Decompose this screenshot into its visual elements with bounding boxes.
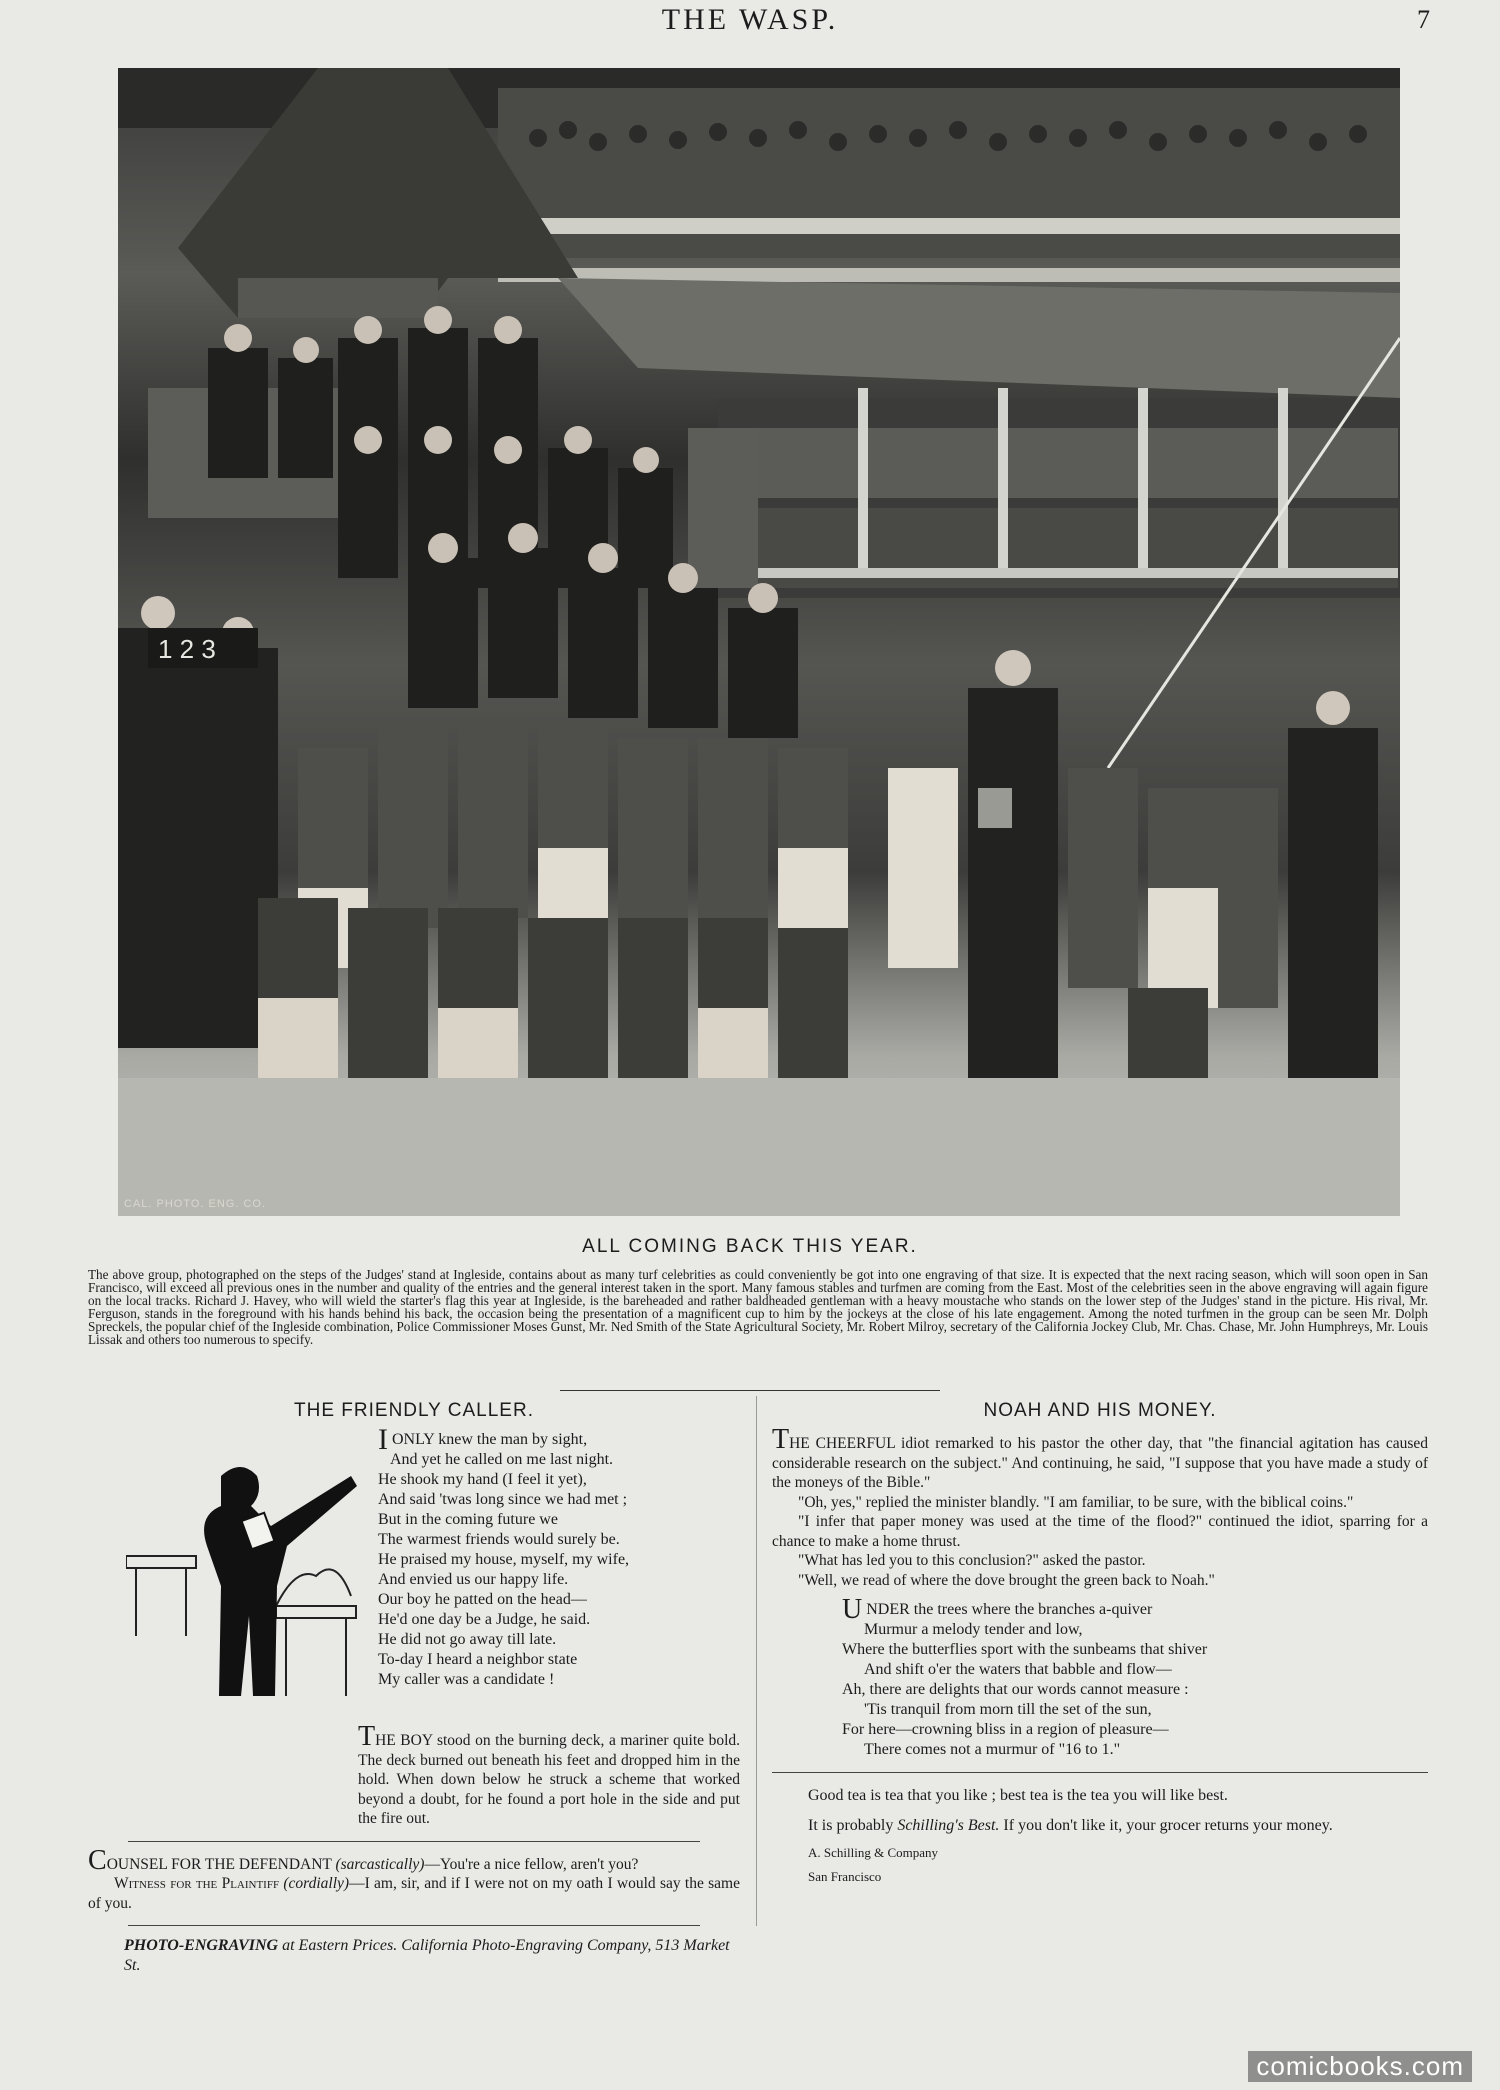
caption-body: The above group, photographed on the steps of the Judges' stand at Ingleside, contains about as many turf celebrities as could conveniently be got into one engraving of that size. It is expected that the next racing season, which will soon open in San Francisco, will exceed all previous ones in the number and quality of the entries and the general interest taken in the sport. Many famous stables and turfmen are coming from the East. Most of the celebrities seen in the above engraving will again figure on the local tracks. Richard J. Havey, who will wield the starter's flag this year at Ingleside, is the bareheaded and rather baldheaded gentleman with a heavy moustache who stands on the lower step of the Judges' stand in the picture. His rival, Mr. Ferguson, stands in the foreground with his hands behind his back, the occasion being the presentation of a magnificent cup to him by the jockeys at the close of his late engagement. Among the noted turfmen in the group can be seen Mr. Dolph Spreckels, the popular chief of the Ingleside combination, Police Commissioner Moses Gunst, Mr. Ned Smith of the State Agricultural Society, Mr. Robert Milroy, secretary of the California Jockey Club, Mr. Chas. Chase, Mr. John Humphreys, Mr. Louis Lissak and others too numerous to specify. (88, 1267, 1428, 1347)
noah-paragraph: "I infer that paper money was used at the time of the flood?" continued the idiot, sparring for a chance to make a home thrust. (772, 1513, 1428, 1550)
counsel-text: —You're a nice fellow, aren't you? (424, 1855, 639, 1873)
tea-ad-line (772, 1811, 1428, 1841)
tea-brand: Schilling's Best. (897, 1817, 1000, 1834)
poem-line: He shook my hand (I feel it yet), (378, 1471, 587, 1488)
poem-line: To-day I heard a neighbor state (378, 1651, 578, 1668)
ad-headline: PHOTO-ENGRAVING (124, 1937, 279, 1954)
burning-deck-text: HE BOY stood on the burning deck, a mariner quite bold. The deck burned out beneath his feet and dropped him in the hold. When down below he struck a scheme that worked beyond a doubt, for he found a port hole in the side and put the fire out. (358, 1732, 740, 1827)
poem-line: The warmest friends would surely be. (378, 1531, 620, 1548)
noah-verse (842, 1594, 1428, 1760)
masthead: THE WASP. (661, 3, 839, 36)
section-divider (772, 1772, 1428, 1773)
friendly-caller-section (88, 1423, 740, 1730)
burning-deck-cap: T (358, 1721, 376, 1752)
column-divider (756, 1396, 757, 1926)
caption-divider (560, 1390, 940, 1391)
poem-drop-cap: I (378, 1423, 388, 1456)
section-divider (128, 1841, 700, 1842)
page-number: 7 (1417, 5, 1430, 34)
verse-first-line: NDER the trees where the branches a-quiver (866, 1601, 1153, 1618)
burning-deck-paragraph-lead (88, 1721, 740, 1829)
verse-drop-cap: U (842, 1594, 863, 1625)
friendly-caller-title: THE FRIENDLY CALLER. (294, 1400, 534, 1421)
witness-paragraph (88, 1874, 740, 1913)
tea-ad-line: Good tea is tea that you like ; best tea is the tea you will like best. (808, 1787, 1228, 1804)
noah-paragraph: "What has led you to this conclusion?" asked the pastor. (798, 1552, 1146, 1569)
noah-cap: T (772, 1424, 790, 1455)
poem-line: And envied us our happy life. (378, 1571, 569, 1588)
photo-credit: CAL. PHOTO. ENG. CO. (124, 1198, 267, 1210)
witness-aside: (cordially) (283, 1875, 350, 1892)
photo-engraving-ad (88, 1936, 740, 1976)
witness-text: —I am, sir, and if I were not on my oath I would say the same of you. (88, 1875, 740, 1912)
orator-silhouette-illustration (126, 1436, 376, 1706)
noah-paragraph: "Oh, yes," replied the minister blandly. "I am familiar, to be sure, with the biblical coins." (798, 1493, 1354, 1511)
ad-text: at Eastern Prices. California Photo-Engraving Company, 513 Market St. (124, 1937, 730, 1974)
group-photograph (118, 68, 1400, 1216)
site-watermark: comicbooks.com (1248, 2051, 1472, 2082)
noah-title: NOAH AND HIS MONEY. (983, 1400, 1217, 1421)
verse-line: 'Tis tranquil from morn till the set of the sun, (864, 1701, 1152, 1718)
tea-ad-post: If you don't like it, your grocer returns your money. (1003, 1817, 1333, 1834)
poem-line: And said 'twas long since we had met ; (378, 1491, 628, 1508)
noah-lead: HE CHEERFUL idiot remarked to his pastor the other day, that "the financial agitation has caused considerable research on the subject." And continuing, he said, "I suppose that you have made a study of the moneys of the Bible." (772, 1435, 1428, 1491)
verse-line: And shift o'er the waters that babble and flow— (864, 1661, 1172, 1678)
verse-line: Where the butterflies sport with the sunbeams that shiver (842, 1641, 1208, 1658)
poem-line: Our boy he patted on the head— (378, 1591, 587, 1608)
poem-first-line: ONLY knew the man by sight, (392, 1431, 588, 1448)
poem-line: But in the coming future we (378, 1511, 558, 1528)
verse-line: Ah, there are delights that our words cannot measure : (842, 1681, 1189, 1698)
grandstand-illustration (118, 68, 1400, 1216)
poem-line: He'd one day be a Judge, he said. (378, 1611, 591, 1628)
counsel-aside: (sarcastically) (335, 1855, 425, 1873)
counsel-lead: OUNSEL FOR THE DEFENDANT (106, 1855, 332, 1873)
poem-line: And yet he called on me last night. (390, 1451, 614, 1468)
verse-line: Murmur a melody tender and low, (864, 1621, 1083, 1638)
friendly-caller-poem (378, 1423, 738, 1690)
tea-city: San Francisco (808, 1869, 882, 1884)
counsel-paragraph (88, 1844, 740, 1876)
witness-lead: Witness for the Plaintiff (114, 1875, 280, 1892)
caption-title: ALL COMING BACK THIS YEAR. (582, 1236, 918, 1257)
tea-ad-pre: It is probably (808, 1817, 894, 1834)
noah-paragraph: "Well, we read of where the dove brought the green back to Noah." (798, 1571, 1215, 1589)
section-divider (128, 1925, 700, 1926)
sign-numbers: 1 2 3 (158, 634, 216, 664)
poem-line: My caller was a candidate ! (378, 1671, 555, 1688)
counsel-cap: C (88, 1844, 107, 1876)
left-column (88, 1396, 740, 1976)
poem-line: He praised my house, myself, my wife, (378, 1551, 630, 1568)
verse-line: There comes not a murmur of "16 to 1." (864, 1741, 1121, 1758)
noah-paragraph (772, 1424, 1428, 1493)
verse-line: For here—crowning bliss in a region of pleasure— (842, 1721, 1169, 1738)
poem-line: He did not go away till late. (378, 1631, 557, 1648)
tea-company: A. Schilling & Company (808, 1845, 938, 1860)
right-column (772, 1396, 1428, 1889)
